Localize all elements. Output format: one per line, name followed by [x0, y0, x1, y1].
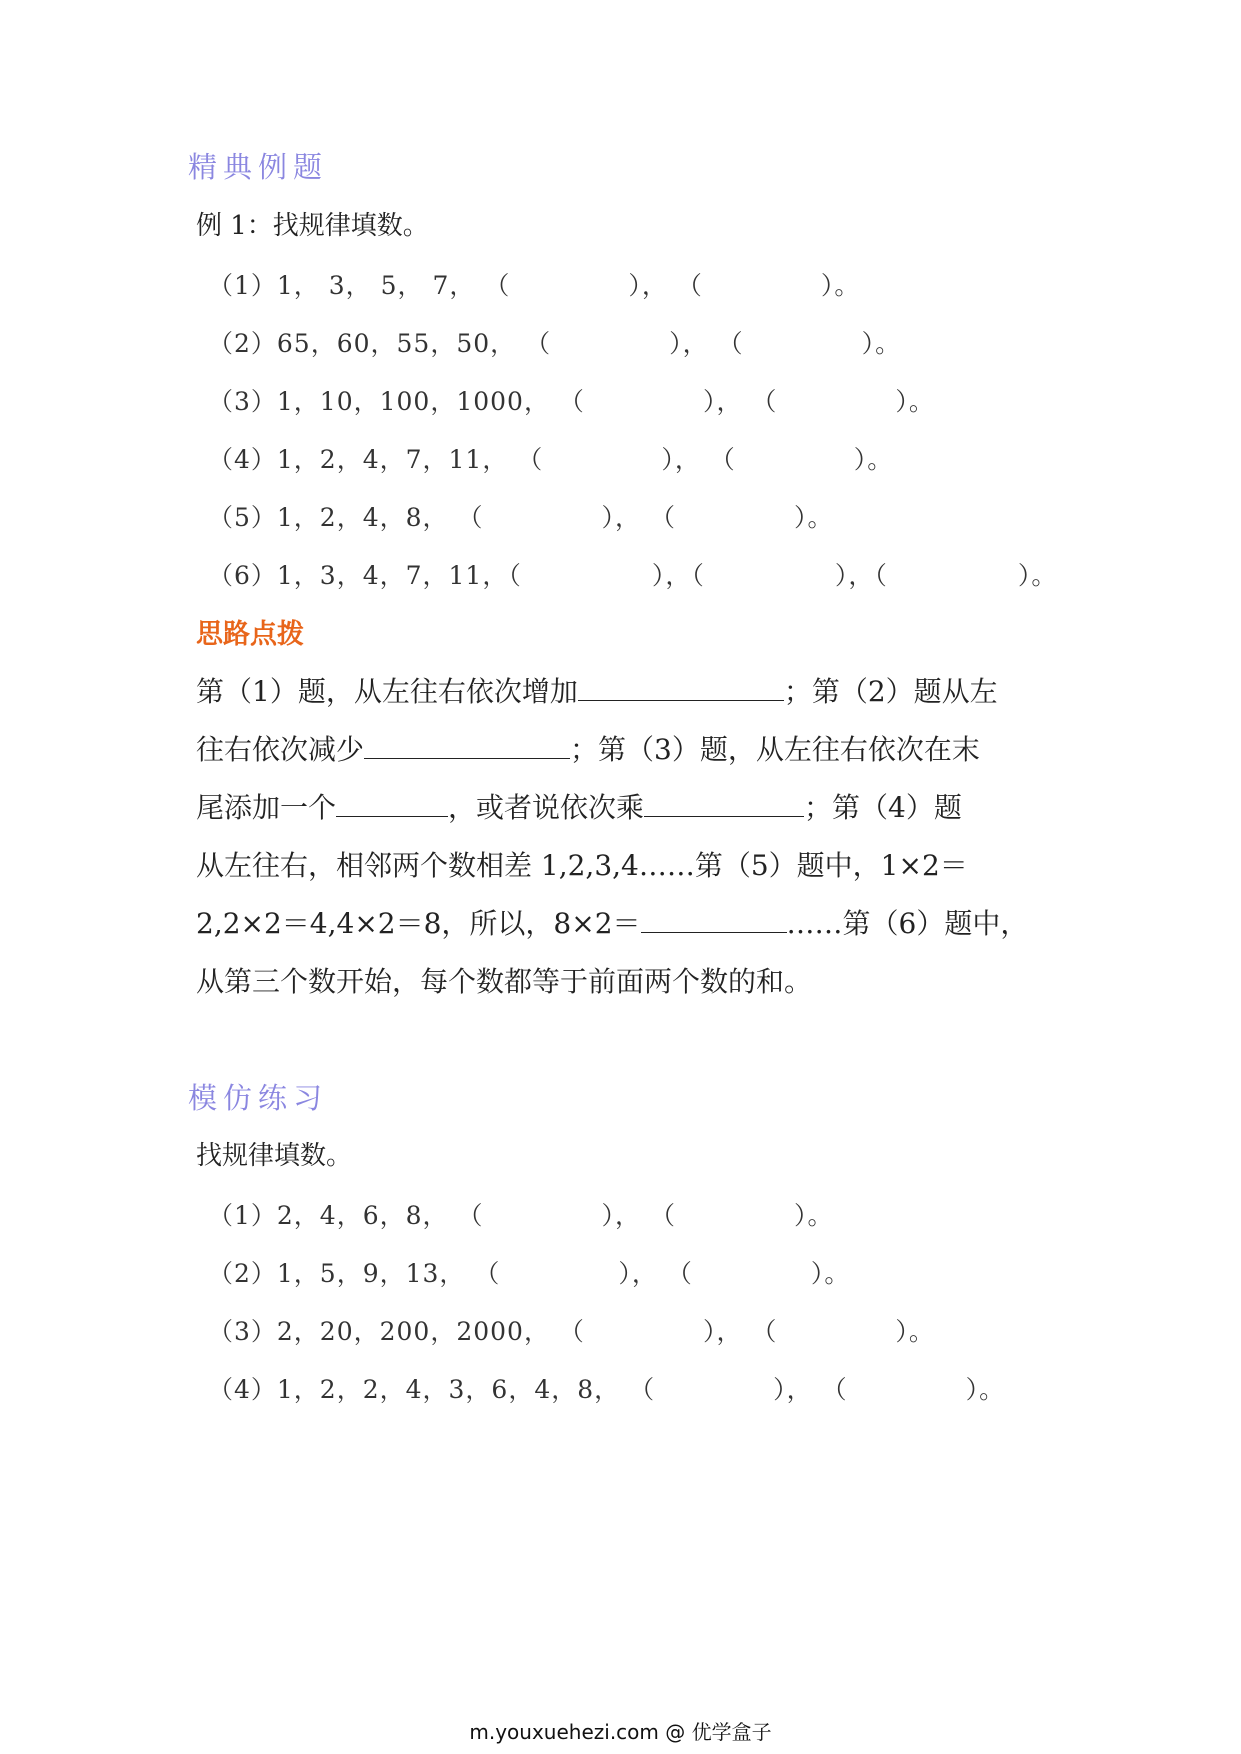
answer-open-paren: （ [874, 561, 888, 590]
tips-line-2 [196, 728, 980, 768]
question-sequence: 2，4，6，8， [276, 1201, 449, 1230]
tips-text: ……第（6）题中， [786, 907, 1029, 940]
practice-question-4 [208, 1370, 1005, 1406]
question-sequence: 1，2，4，8， [276, 503, 449, 532]
question-label: （1） [208, 1201, 277, 1230]
example-question-3 [208, 382, 935, 418]
fill-blank[interactable] [641, 906, 787, 933]
fill-blank[interactable] [644, 790, 804, 817]
answer-open-paren: （ [676, 271, 703, 300]
practice-question-3 [208, 1312, 935, 1348]
answer-open-paren: （ [751, 1317, 778, 1346]
question-label: （1） [208, 271, 277, 300]
tips-text: 2,2×2＝4,4×2＝8，所以，8×2＝ [196, 907, 641, 940]
answer-close-paren: ）， [618, 1259, 658, 1288]
answer-open-paren: （ [457, 1201, 484, 1230]
question-label: （6） [208, 561, 277, 590]
answer-open-paren: （ [474, 1259, 501, 1288]
fill-blank[interactable] [364, 732, 570, 759]
question-label: （4） [208, 445, 277, 474]
question-sequence: 1，2，2，4，3，6，4，8， [276, 1375, 621, 1404]
question-sequence: 65，60，55，50， [276, 329, 517, 358]
answer-open-paren: （ [821, 1375, 848, 1404]
answer-open-paren: （ [717, 329, 744, 358]
answer-close-paren: ）， [601, 503, 642, 532]
tips-text: 第（1）题，从左往右依次增加 [196, 675, 578, 708]
fill-blank[interactable] [336, 790, 448, 817]
question-sequence: 1，5，9，13， [276, 1259, 466, 1288]
question-sequence: 2，20，200，2000， [276, 1317, 550, 1346]
question-sequence: 1，3，4，7，11， [276, 561, 509, 590]
practice-question-2 [208, 1254, 850, 1290]
tips-text: ，或者说依次乘 [448, 791, 645, 824]
answer-close-paren-end: ）。 [853, 445, 894, 474]
practice-question-1 [208, 1196, 834, 1232]
answer-close-paren-end: ）。 [820, 271, 861, 300]
answer-close-paren: ）， [773, 1375, 813, 1404]
answer-close-paren-end: ）。 [810, 1259, 851, 1288]
question-label: （3） [208, 387, 277, 416]
example-question-2 [208, 324, 901, 360]
answer-open-paren: （ [649, 1201, 676, 1230]
answer-close-paren: ）， [661, 445, 701, 474]
tips-text: 从左往右，相邻两个数相差 1,2,3,4……第（5）题中，1×2＝ [196, 849, 968, 882]
answer-close-paren: ）， [669, 329, 709, 358]
answer-open-paren: （ [457, 503, 484, 532]
tips-text: 往右依次减少 [196, 733, 365, 766]
question-sequence: 1，2，4，7，11， [276, 445, 509, 474]
answer-close-paren: ）， [834, 561, 875, 590]
answer-open-paren: （ [508, 561, 522, 590]
tips-text: 尾添加一个 [196, 791, 337, 824]
tips-text: ；第（2）题从左 [783, 675, 998, 708]
example-question-5 [208, 498, 834, 534]
answer-close-paren-end: ）。 [1017, 561, 1058, 590]
tips-line-3 [196, 786, 962, 826]
question-sequence: 1， 3， 5， 7， [276, 271, 476, 300]
answer-open-paren: （ [517, 445, 544, 474]
tips-line-4 [196, 844, 968, 884]
answer-close-paren-end: ）。 [793, 1201, 834, 1230]
answer-close-paren: ）， [651, 561, 692, 590]
answer-close-paren: ）， [702, 387, 743, 416]
example-question-4 [208, 440, 893, 476]
answer-close-paren-end: ）。 [895, 387, 935, 416]
section-title-practice: 模仿练习 [188, 1081, 329, 1115]
answer-open-paren: （ [666, 1259, 693, 1288]
answer-open-paren: （ [484, 271, 511, 300]
answer-close-paren-end: ）。 [793, 503, 834, 532]
tips-text: ；第（4）题 [804, 791, 962, 824]
tips-title: 思路点拨 [196, 619, 304, 650]
tips-text: ；第（3）题，从左往右依次在末 [570, 733, 980, 766]
answer-open-paren: （ [649, 503, 676, 532]
answer-open-paren: （ [709, 445, 736, 474]
question-label: （3） [208, 1317, 277, 1346]
answer-close-paren-end: ）。 [861, 329, 902, 358]
section-title-examples: 精典例题 [188, 150, 329, 184]
fill-blank[interactable] [578, 674, 784, 701]
example-question-1 [208, 266, 860, 302]
answer-close-paren: ）， [601, 1201, 642, 1230]
question-label: （2） [208, 1259, 277, 1288]
answer-open-paren: （ [558, 387, 585, 416]
answer-open-paren: （ [525, 329, 552, 358]
answer-open-paren: （ [751, 387, 778, 416]
question-label: （5） [208, 503, 277, 532]
tips-line-5 [196, 902, 1028, 942]
tips-line-6 [196, 960, 812, 1000]
question-label: （2） [208, 329, 277, 358]
question-sequence: 1，10，100，1000， [276, 387, 550, 416]
answer-open-paren: （ [558, 1317, 585, 1346]
answer-open-paren: （ [691, 561, 705, 590]
practice-prompt: 找规律填数。 [196, 1141, 353, 1171]
footer-watermark: m.youxuehezi.com @ 优学盒子 [469, 1720, 772, 1744]
answer-close-paren: ）， [628, 271, 668, 300]
tips-line-1 [196, 670, 998, 710]
answer-close-paren-end: ）。 [965, 1375, 1006, 1404]
example-question-6 [208, 556, 1057, 592]
example-prompt: 例 1：找规律填数。 [196, 211, 429, 241]
answer-close-paren: ）， [702, 1317, 743, 1346]
tips-text: 从第三个数开始，每个数都等于前面两个数的和。 [196, 965, 813, 998]
question-label: （4） [208, 1375, 277, 1404]
answer-close-paren-end: ）。 [895, 1317, 935, 1346]
answer-open-paren: （ [629, 1375, 656, 1404]
